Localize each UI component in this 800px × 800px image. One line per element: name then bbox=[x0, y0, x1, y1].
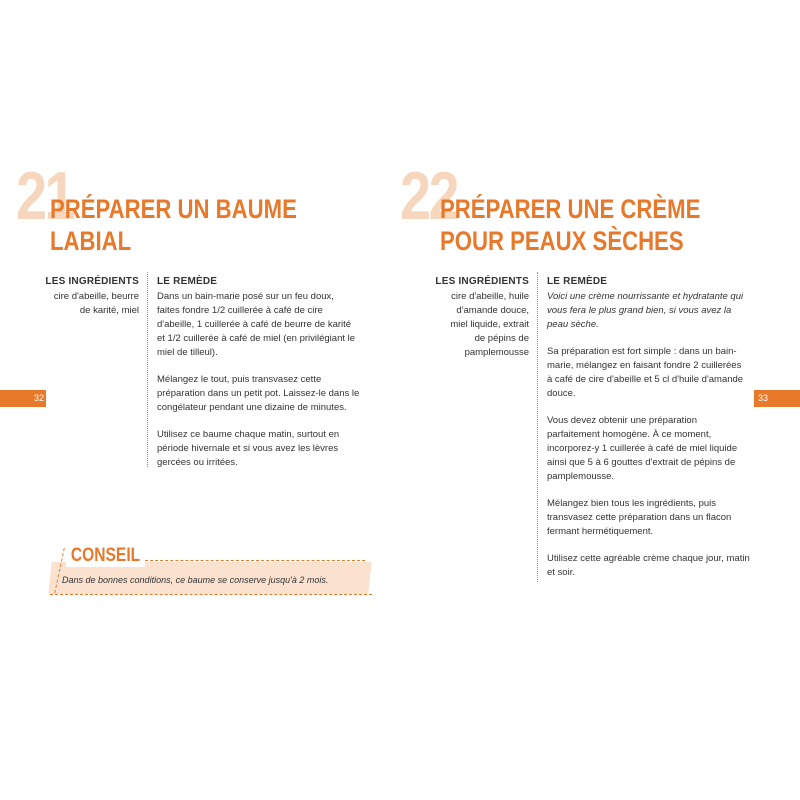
column-divider bbox=[147, 272, 148, 467]
remedy-line: vous fera le plus grand bien, si vous avez la bbox=[547, 305, 732, 316]
ingredients-line: de pépins de bbox=[474, 333, 529, 344]
recipe-title-line: LABIAL bbox=[50, 226, 132, 256]
ingredients-line: de karité, miel bbox=[79, 305, 139, 316]
remedy-intro bbox=[547, 290, 782, 332]
remedy-line: transvasez cette préparation dans un flacon bbox=[547, 512, 732, 523]
remedy-line: Voici une crème nourrissante et hydratante qui bbox=[547, 291, 744, 302]
remedy-line: période hivernale et si vous avez les lèvres bbox=[157, 443, 339, 454]
right-page bbox=[400, 0, 800, 800]
remedy-line: préparation dans un petit pot. Laissez-le dans le bbox=[157, 388, 360, 399]
remedy-heading: LE REMÈDE bbox=[547, 276, 608, 287]
remedy-paragraph bbox=[157, 290, 387, 360]
page-number-tab: 32 bbox=[0, 390, 46, 407]
remedy-line: gercées ou irritées. bbox=[157, 457, 238, 468]
remedy-line: peau sèche. bbox=[547, 319, 599, 330]
remedy-heading: LE REMÈDE bbox=[157, 276, 218, 287]
ingredients-heading: LES INGRÉDIENTS bbox=[45, 276, 139, 287]
remedy-block bbox=[157, 275, 387, 483]
remedy-line: Utilisez cette agréable crème chaque jour, matin bbox=[547, 553, 750, 564]
remedy-line: Dans un bain-marie posé sur un feu doux, bbox=[157, 291, 334, 302]
remedy-line: Mélangez le tout, puis transvasez cette bbox=[157, 374, 322, 385]
tip-title: CONSEIL bbox=[66, 545, 145, 567]
ingredients-block bbox=[29, 275, 139, 318]
remedy-line: pamplemousse. bbox=[547, 471, 615, 482]
remedy-line: et soir. bbox=[547, 567, 575, 578]
recipe-number: 21 bbox=[16, 158, 74, 234]
remedy-line: parfaitement homogène. À ce moment, bbox=[547, 429, 712, 440]
remedy-paragraph bbox=[547, 497, 782, 539]
remedy-line: ainsi que 5 à 6 gouttes d'extrait de pépins de bbox=[547, 457, 736, 468]
remedy-line: marie, mélangez en faisant fondre 2 cuillerées bbox=[547, 360, 742, 371]
ingredients-heading: LES INGRÉDIENTS bbox=[435, 276, 529, 287]
ingredients-line: cire d'abeille, beurre bbox=[53, 291, 139, 302]
remedy-paragraph bbox=[547, 552, 782, 580]
remedy-line: et 1/2 cuillerée à café de miel (en privilégiant le bbox=[157, 333, 356, 344]
tip-border-top bbox=[140, 560, 365, 561]
ingredients-line: cire d'abeille, huile bbox=[451, 291, 529, 302]
tip-text: Dans de bonnes conditions, ce baume se conserve jusqu'à 2 mois. bbox=[62, 575, 329, 585]
ingredients-block bbox=[419, 275, 529, 360]
remedy-block bbox=[547, 275, 782, 593]
recipe-title-line: POUR PEAUX SÈCHES bbox=[440, 226, 684, 256]
recipe-title bbox=[50, 193, 297, 257]
recipe-number: 22 bbox=[400, 158, 458, 234]
recipe-title-line: PRÉPARER UN BAUME bbox=[50, 194, 297, 224]
remedy-paragraph bbox=[547, 414, 782, 484]
ingredients-line: pamplemousse bbox=[464, 347, 529, 358]
remedy-paragraph bbox=[157, 373, 387, 415]
recipe-title-line: PRÉPARER UNE CRÈME bbox=[440, 194, 701, 224]
remedy-line: faites fondre 1/2 cuillerée à café de cire bbox=[157, 305, 323, 316]
remedy-line: Sa préparation est fort simple : dans un bain- bbox=[547, 346, 737, 357]
remedy-line: douce. bbox=[547, 388, 576, 399]
page-number-tab: 33 bbox=[754, 390, 800, 407]
column-divider bbox=[537, 272, 538, 582]
remedy-line: à café de cire d'abeille et 5 cl d'huile d'amande bbox=[547, 374, 744, 385]
remedy-line: Vous devez obtenir une préparation bbox=[547, 415, 697, 426]
ingredients-line: miel liquide, extrait bbox=[450, 319, 529, 330]
ingredients-line: d'amande douce, bbox=[456, 305, 529, 316]
remedy-line: incorporez-y 1 cuillerée à café de miel liquide bbox=[547, 443, 738, 454]
remedy-paragraph bbox=[547, 345, 782, 401]
recipe-title bbox=[440, 193, 700, 257]
remedy-line: congélateur pendant une dizaine de minutes. bbox=[157, 402, 347, 413]
remedy-line: fermant hermétiquement. bbox=[547, 526, 654, 537]
remedy-line: d'abeille, 1 cuillerée à café de beurre de karité bbox=[157, 319, 352, 330]
remedy-paragraph bbox=[157, 428, 387, 470]
remedy-line: Utilisez ce baume chaque matin, surtout en bbox=[157, 429, 340, 440]
remedy-line: Mélangez bien tous les ingrédients, puis bbox=[547, 498, 716, 509]
tip-border-bottom bbox=[50, 594, 372, 595]
remedy-line: miel de tilleul). bbox=[157, 347, 218, 358]
